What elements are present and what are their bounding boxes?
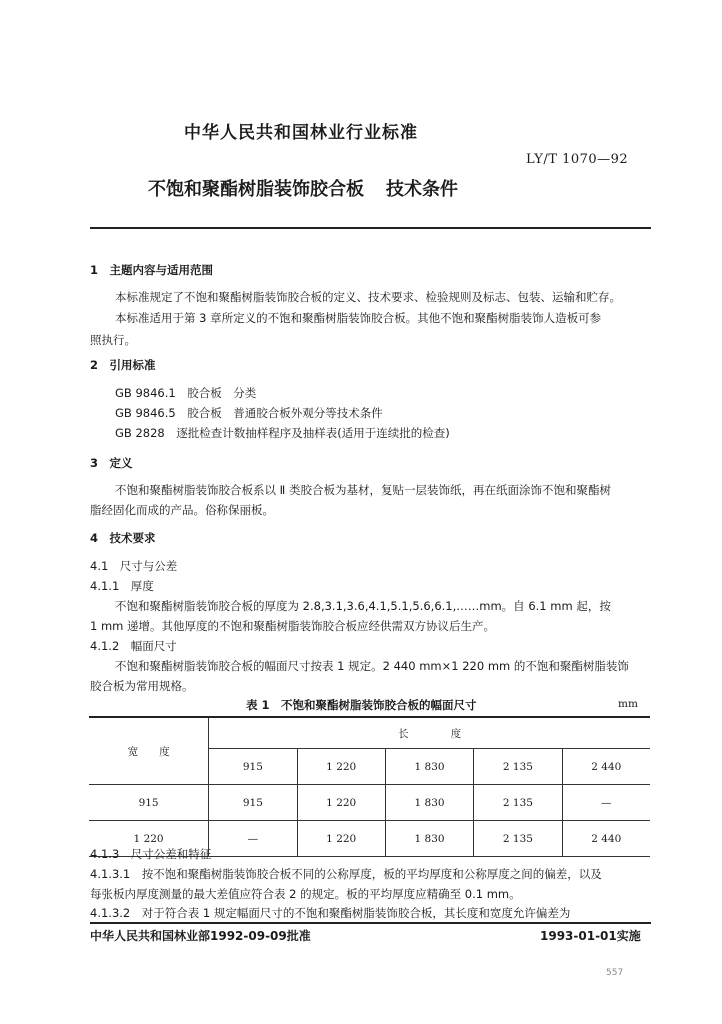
table-cell: — (562, 785, 650, 821)
length-value: 1 220 (297, 749, 385, 785)
clause-4-1-3-2-line-1: 4.1.3.2 对于符合表 1 规定幅面尺寸的不饱和聚酯树脂装饰胶合板，其长度和宽度允许偏差为 (90, 906, 571, 920)
page-number: 557 (606, 968, 624, 978)
length-header: 长 度 (209, 718, 650, 749)
header-rule (90, 227, 651, 229)
reference-item: GB 9846.1 胶合板 分类 (115, 386, 257, 400)
length-value: 2 440 (562, 749, 650, 785)
clause-4-1-3-1-line-2: 每张板内厚度测量的最大差值应符合表 2 的规定。板的平均厚度应精确至 0.1 mm。 (90, 887, 521, 901)
clause-4-1-2: 4.1.2 幅面尺寸 (90, 639, 177, 653)
table-cell: 1 220 (297, 785, 385, 821)
table-cell: 1 220 (297, 821, 385, 857)
width-value: 1 220 (89, 821, 209, 857)
effective-date: 1993-01-01实施 (540, 929, 641, 943)
reference-item: GB 2828 逐批检查计数抽样程序及抽样表(适用于连续批的检查) (115, 426, 450, 440)
standard-title: 中华人民共和国林业行业标准 (184, 123, 418, 143)
table-cell: 2 440 (562, 821, 650, 857)
clause-4-1-1-line-2: 1 mm 递增。其他厚度的不饱和聚酯树脂装饰胶合板应经供需双方协议后生产。 (90, 619, 496, 633)
approval-line: 中华人民共和国林业部1992-09-09批准 (90, 929, 311, 943)
section-1-heading: 1 主题内容与适用范围 (90, 263, 214, 277)
document-title-main: 不饱和聚酯树脂装饰胶合板 (148, 179, 364, 200)
section-1-para-2-line-1: 本标准适用于第 3 章所定义的不饱和聚酯树脂装饰胶合板。其他不饱和聚酯树脂装饰人造板可参 (115, 311, 602, 325)
section-1-para-2-line-2: 照执行。 (90, 333, 136, 347)
standard-code: LY/T 1070—92 (526, 152, 629, 167)
section-2-heading: 2 引用标准 (90, 358, 156, 372)
table-cell: 1 830 (385, 785, 473, 821)
width-value: 915 (89, 785, 209, 821)
length-value: 1 830 (385, 749, 473, 785)
section-3-para-line-1: 不饱和聚酯树脂装饰胶合板系以 Ⅱ 类胶合板为基材，复贴一层装饰纸，再在纸面涂饰不饱和聚酯树 (115, 483, 611, 497)
width-header: 宽 度 (89, 718, 209, 785)
table-cell: 1 830 (385, 821, 473, 857)
table-1 (89, 718, 650, 857)
length-value: 915 (209, 749, 297, 785)
section-1-para-1: 本标准规定了不饱和聚酯树脂装饰胶合板的定义、技术要求、检验规则及标志、包装、运输和贮存。 (115, 290, 621, 304)
clause-4-1-1-line-1: 不饱和聚酯树脂装饰胶合板的厚度为 2.8,3.1,3.6,4.1,5.1,5.6,6.1,……mm。自 6.1 mm 起，按 (115, 599, 611, 613)
clause-4-1-1: 4.1.1 厚度 (90, 579, 154, 593)
section-3-para-line-2: 脂经固化而成的产品。俗称保丽板。 (90, 503, 274, 517)
clause-4-1: 4.1 尺寸与公差 (90, 559, 178, 573)
document-title-sub: 技术条件 (386, 179, 458, 200)
length-value: 2 135 (474, 749, 562, 785)
table-row (89, 785, 650, 821)
reference-item: GB 9846.5 胶合板 普通胶合板外观分等技术条件 (115, 406, 383, 420)
table-cell: 2 135 (474, 785, 562, 821)
clause-4-1-2-line-1: 不饱和聚酯树脂装饰胶合板的幅面尺寸按表 1 规定。2 440 mm×1 220 mm 的不饱和聚酯树脂装饰 (115, 659, 629, 673)
table-cell: 915 (209, 785, 297, 821)
clause-4-1-3: 4.1.3 尺寸公差和特征 (90, 847, 212, 861)
clause-4-1-2-line-2: 胶合板为常用规格。 (90, 679, 194, 693)
section-3-heading: 3 定义 (90, 456, 133, 470)
footer-rule (90, 922, 651, 924)
table-cell: 2 135 (474, 821, 562, 857)
table-1-unit: mm (618, 698, 638, 710)
section-4-heading: 4 技术要求 (90, 531, 156, 545)
table-1-caption: 表 1 不饱和聚酯树脂装饰胶合板的幅面尺寸 (246, 698, 477, 712)
table-cell: — (209, 821, 297, 857)
document-title (148, 175, 458, 201)
clause-4-1-3-1-line-1: 4.1.3.1 按不饱和聚酯树脂装饰胶合板不同的公称厚度，板的平均厚度和公称厚度之间的偏差，以及 (90, 867, 602, 881)
